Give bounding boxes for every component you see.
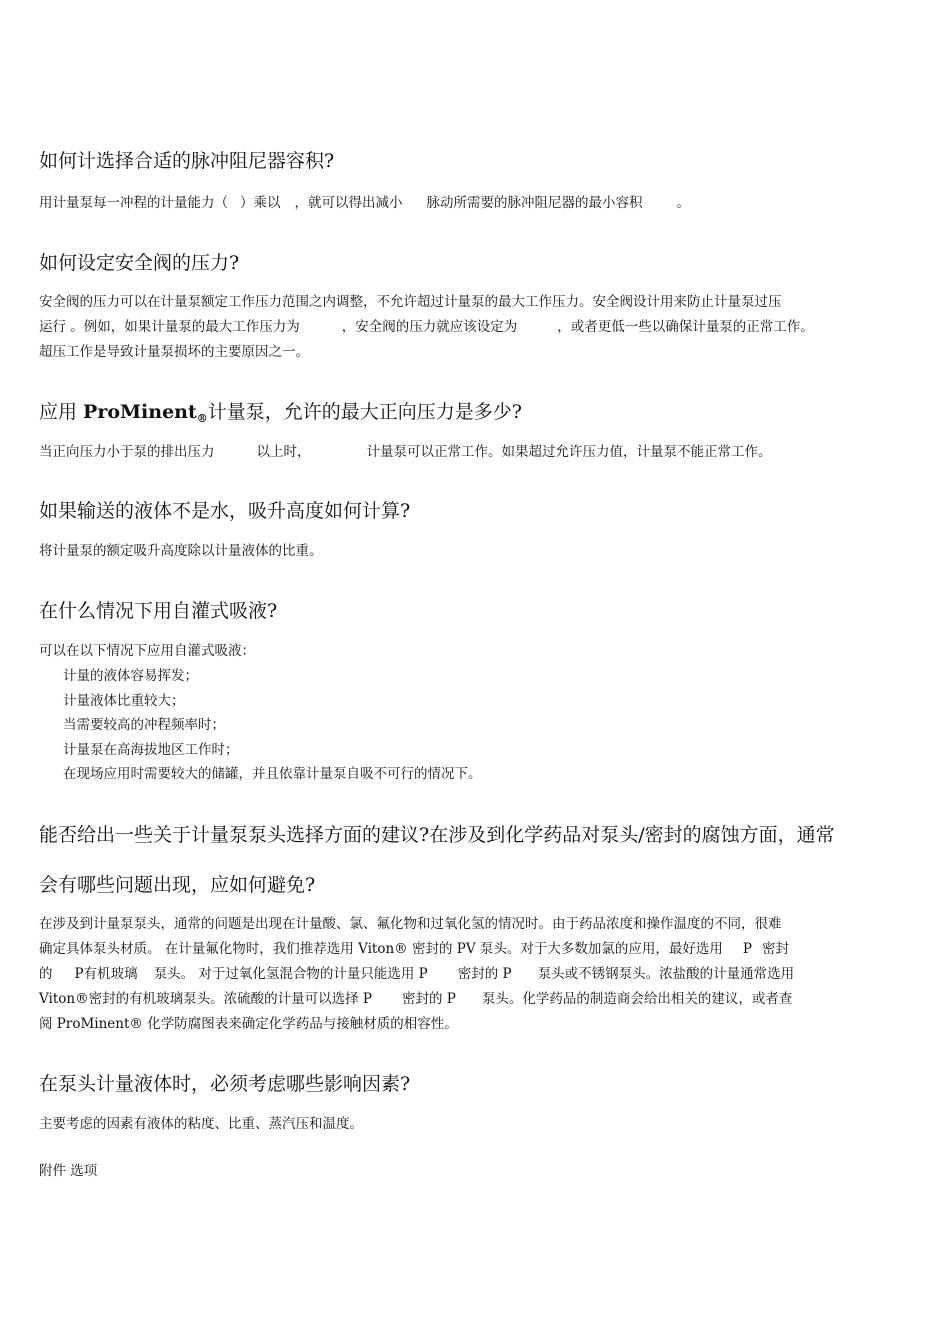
text-fragment: 泵头。化学药品的制造商会给出相关的建议，或者查	[481, 991, 793, 1007]
text-fragment: P有机玻璃	[74, 966, 138, 982]
paragraph-pump-head-line3	[39, 962, 794, 987]
text-fragment: ，安全阀的压力就应该设定为	[341, 319, 518, 335]
list-item: 计量的液体容易挥发；	[63, 668, 198, 684]
paragraph-damper-volume	[39, 191, 690, 216]
text-fragment: ）乘以	[240, 195, 281, 211]
list-item: 在现场应用时需要较大的储罐，并且依靠计量泵自吸不可行的情况下。	[63, 766, 482, 782]
brand-name: ProMinent	[83, 401, 197, 423]
text-fragment: ，就可以得出减小	[294, 195, 403, 211]
paragraph-pump-head-line1: 在涉及到计量泵泵头，通常的问题是出现在计量酸、氯、氟化物和过氧化氢的情况时。由于药品浓度和操作温度的不同，很难	[39, 916, 782, 932]
text-fragment: 密封的 P	[457, 966, 512, 982]
paragraph-pump-head-line4	[39, 987, 792, 1012]
paragraph-max-forward-pressure	[39, 440, 772, 465]
list-item: 计量泵在高海拔地区工作时；	[63, 741, 239, 758]
text-fragment: 密封	[761, 941, 789, 957]
list-item: 计量液体比重较大；	[63, 692, 185, 709]
heading-max-forward-pressure	[39, 400, 522, 431]
text-fragment: Viton®密封的有机玻璃泵头。浓硫酸的计量可以选择 P	[39, 991, 372, 1007]
registered-mark: ®	[196, 412, 208, 425]
text-fragment: P	[742, 941, 752, 957]
text-fragment: 泵头。 对于过氧化氢混合物的计量只能选用 P	[153, 966, 428, 982]
text-fragment: 。	[676, 195, 690, 211]
text-fragment: 运行 。例如，如果计量泵的最大工作压力为	[39, 319, 300, 335]
paragraph-influencing-factors: 主要考虑的因素有液体的粘度、比重、蒸汽压和温度。	[39, 1116, 363, 1132]
text-fragment: 泵头或不锈钢泵头。浓盐酸的计量通常选用	[537, 966, 795, 982]
text-fragment: 当正向压力小于泵的排出压力	[39, 444, 215, 460]
heading-safety-valve: 如何设定安全阀的压力?	[39, 252, 240, 274]
list-item: 当需要较高的冲程频率时；	[63, 717, 225, 733]
paragraph-flooded-suction-intro: 可以在以下情况下应用自灌式吸液：	[39, 643, 255, 659]
heading-flooded-suction: 在什么情况下用自灌式吸液?	[39, 600, 278, 622]
heading-pump-head-selection-line1: 能否给出一些关于计量泵泵头选择方面的建议?在涉及到化学药品对泵头/密封的腐蚀方面，通常	[39, 824, 835, 846]
paragraph-pump-head-line2	[39, 937, 789, 962]
paragraph-safety-valve-line2	[39, 315, 814, 340]
paragraph-safety-valve-line1: 安全阀的压力可以在计量泵额定工作压力范围之内调整，不允许超过计量泵的最大工作压力。安全阀设计用来防止计量泵过压	[39, 294, 782, 310]
text-fragment: 密封的 P	[401, 991, 456, 1007]
text-fragment: 确定具体泵头材质。 在计量氟化物时，我们推荐选用 Viton® 密封的 PV 泵头。对于大多数加氯的应用，最好选用	[39, 941, 723, 957]
heading-prefix: 应用	[39, 401, 84, 423]
heading-damper-volume: 如何计选择合适的脉冲阻尼器容积?	[39, 150, 335, 172]
heading-suction-lift: 如果输送的液体不是水，吸升高度如何计算?	[39, 500, 411, 522]
heading-pump-head-selection-line2: 会有哪些问题出现，应如何避免?	[39, 874, 316, 896]
paragraph-safety-valve-line3: 超压工作是导致计量泵损坏的主要原因之一。	[39, 344, 309, 360]
flooded-suction-list	[39, 664, 482, 787]
footer-accessories-options: 附件 选项	[39, 1163, 98, 1179]
heading-influencing-factors: 在泵头计量液体时，必须考虑哪些影响因素?	[39, 1073, 411, 1095]
text-fragment: 的	[39, 966, 53, 982]
text-fragment: 脉动所需要的脉冲阻尼器的最小容积	[426, 195, 643, 211]
text-fragment: 以上时，	[256, 444, 311, 460]
text-fragment: 计量泵可以正常工作。如果超过允许压力值，计量泵不能正常工作。	[366, 444, 772, 460]
paragraph-pump-head-line5: 阅 ProMinent® 化学防腐图表来确定化学药品与接触材质的相容性。	[39, 1016, 458, 1032]
paragraph-suction-lift: 将计量泵的额定吸升高度除以计量液体的比重。	[39, 543, 323, 559]
text-fragment: ，或者更低一些以确保计量泵的正常工作。	[557, 319, 814, 335]
heading-suffix: 计量泵，允许的最大正向压力是多少?	[207, 401, 522, 423]
text-fragment: 用计量泵每一冲程的计量能力（	[39, 195, 228, 211]
